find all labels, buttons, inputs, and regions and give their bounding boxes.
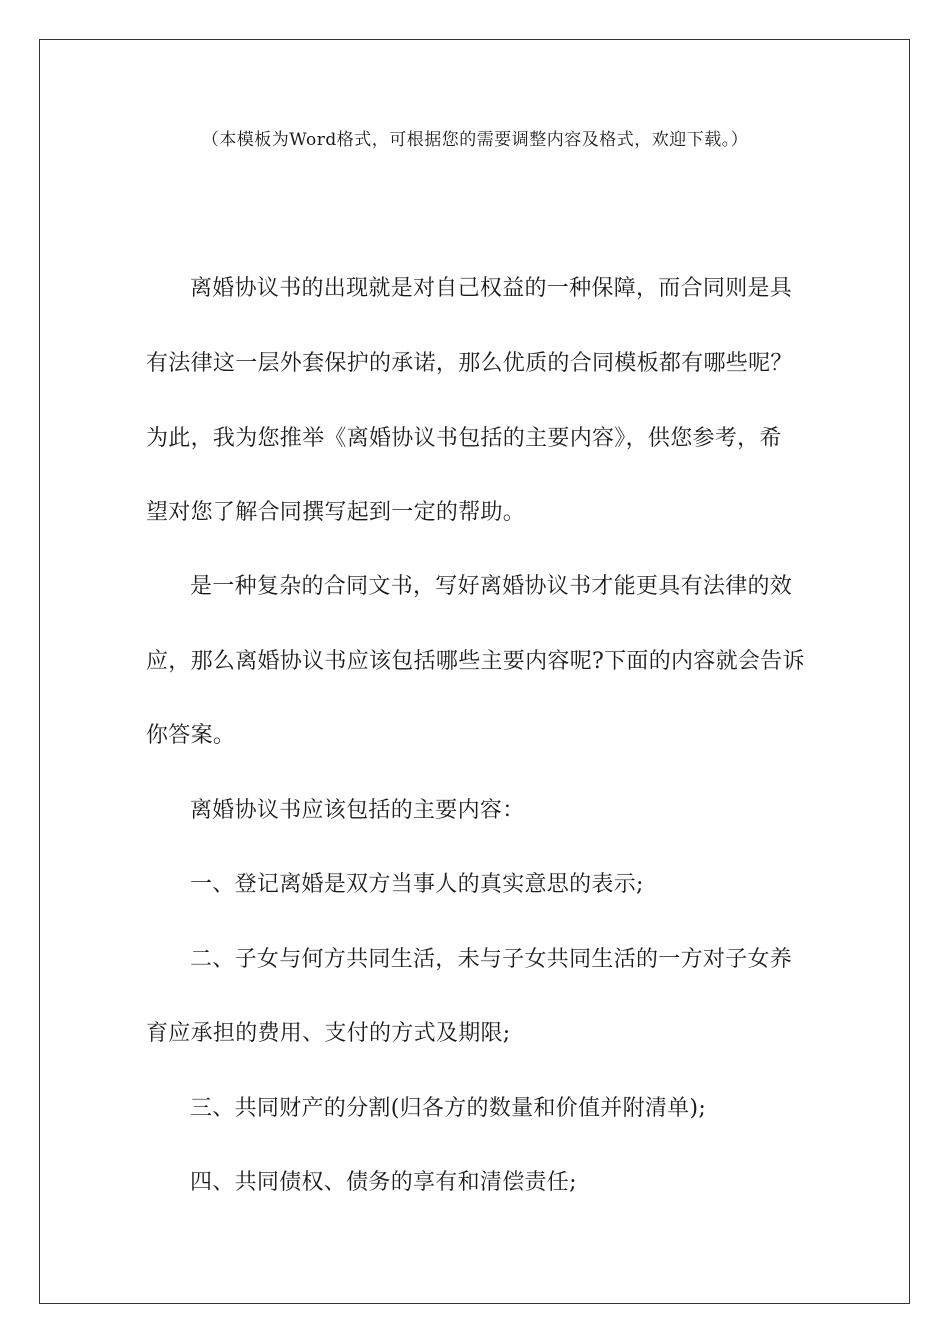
- list-item-3: 三、共同财产的分割(归各方的数量和价值并附清单);: [190, 1096, 707, 1121]
- paragraph-1-line-1: 离婚协议书的出现就是对自己权益的一种保障，而合同则是具: [190, 276, 793, 301]
- list-item-2-line-1: 二、子女与何方共同生活，未与子女共同生活的一方对子女养: [190, 947, 793, 972]
- paragraph-1-line-4: 望对您了解合同撰写起到一定的帮助。: [146, 500, 526, 525]
- paragraph-1-line-2: 有法律这一层外套保护的承诺，那么优质的合同模板都有哪些呢？: [146, 351, 793, 376]
- paragraph-2-line-3: 你答案。: [146, 723, 236, 748]
- template-note: （本模板为Word格式，可根据您的需要调整内容及格式，欢迎下载。）: [201, 130, 749, 150]
- paragraph-1-line-3: 为此，我为您推举《离婚协议书包括的主要内容》，供您参考，希: [146, 426, 782, 451]
- list-item-2-line-2: 育应承担的费用、支付的方式及期限;: [146, 1021, 511, 1046]
- list-item-1: 一、登记离婚是双方当事人的真实意思的表示;: [190, 872, 644, 897]
- paragraph-2-line-1: 是一种复杂的合同文书，写好离婚协议书才能更具有法律的效: [190, 574, 793, 599]
- list-item-4: 四、共同债权、债务的享有和清偿责任;: [190, 1170, 577, 1195]
- paragraph-2-line-2: 应，那么离婚协议书应该包括哪些主要内容呢?下面的内容就会告诉: [146, 649, 805, 674]
- section-heading: 离婚协议书应该包括的主要内容：: [190, 798, 525, 823]
